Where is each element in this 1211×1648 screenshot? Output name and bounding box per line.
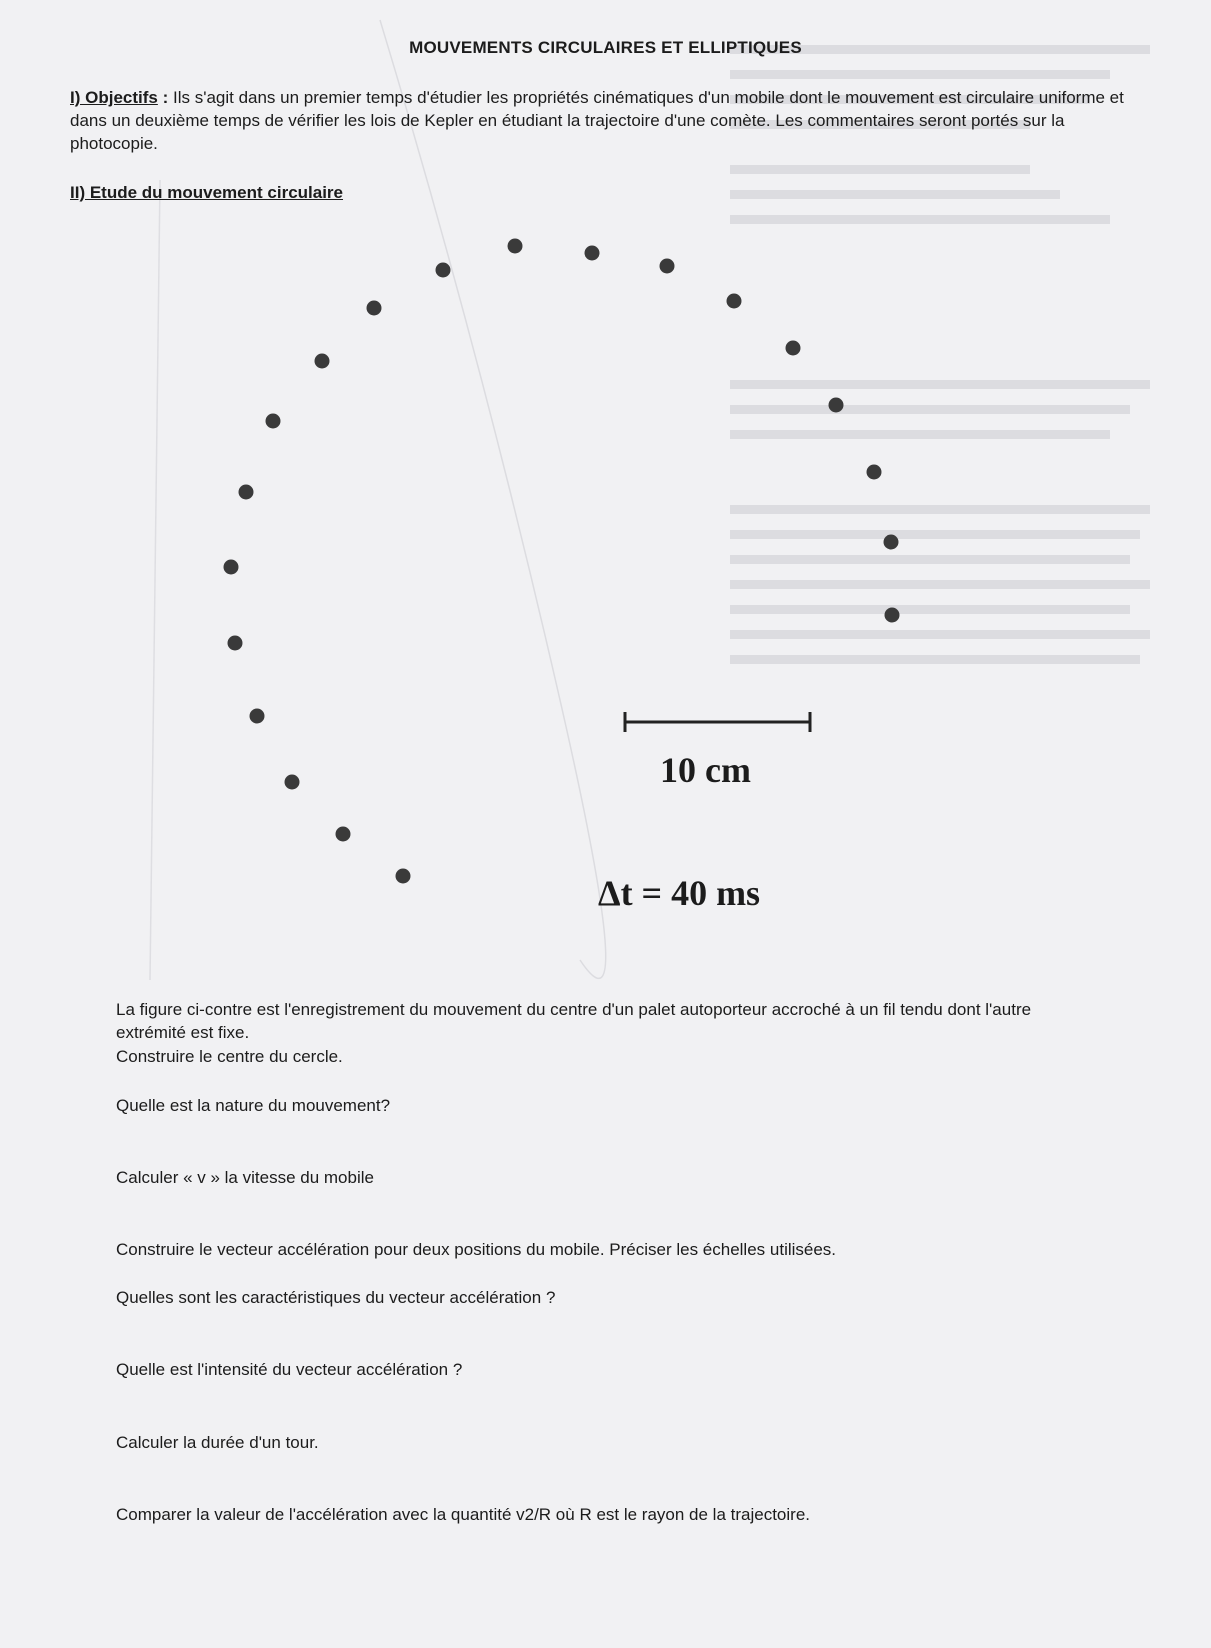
position-point: [829, 398, 844, 413]
position-point: [336, 827, 351, 842]
question-speed: Calculer « v » la vitesse du mobile: [116, 1168, 374, 1187]
position-point: [315, 354, 330, 369]
objectives-separator: :: [157, 88, 173, 107]
position-point: [727, 294, 742, 309]
time-interval-label: Δt = 40 ms: [598, 873, 761, 913]
position-point: [266, 414, 281, 429]
question-compare: Comparer la valeur de l'accélération avec la quantité v2/R où R est le rayon de la trajectoire.: [116, 1505, 810, 1524]
question-period: Calculer la durée d'un tour.: [116, 1433, 319, 1452]
position-point: [224, 560, 239, 575]
position-point: [660, 259, 675, 274]
position-point: [239, 485, 254, 500]
question-centre: Construire le centre du cercle.: [116, 1047, 343, 1066]
page-title: MOUVEMENTS CIRCULAIRES ET ELLIPTIQUES: [409, 38, 802, 57]
objectives-heading: I) Objectifs: [70, 88, 158, 107]
position-point: [396, 869, 411, 884]
position-point: [228, 636, 243, 651]
position-point: [867, 465, 882, 480]
position-point: [885, 608, 900, 623]
position-point: [285, 775, 300, 790]
question-intensity: Quelle est l'intensité du vecteur accélération ?: [116, 1360, 463, 1379]
question-nature: Quelle est la nature du mouvement?: [116, 1096, 391, 1115]
question-context: La figure ci-contre est l'enregistrement du mouvement du centre d'un palet autoporteur accroché à un fil tendu dont l'autre extrémité est fixe.: [116, 1000, 1032, 1042]
scale-bar: [625, 712, 810, 732]
position-point: [436, 263, 451, 278]
position-point: [884, 535, 899, 550]
position-point: [508, 239, 523, 254]
objectives-text: Ils s'agit dans un premier temps d'étudier les propriétés cinématiques d'un mobile dont le mouvement est circulaire uniforme et dans un deuxième temps de vérifier les lois de Kepler en étudiant la trajectoire d'une comète. Les commentaires seront portés sur la photocopie.: [70, 88, 1124, 153]
position-point: [367, 301, 382, 316]
position-point: [250, 709, 265, 724]
recorded-positions: [224, 239, 900, 884]
position-point: [786, 341, 801, 356]
question-characteristics: Quelles sont les caractéristiques du vecteur accélération ?: [116, 1288, 556, 1307]
question-acceleration-vector: Construire le vecteur accélération pour deux positions du mobile. Préciser les échelles utilisées.: [116, 1240, 837, 1259]
position-point: [585, 246, 600, 261]
section-heading-circular-motion: II) Etude du mouvement circulaire: [70, 183, 344, 202]
scale-label: 10 cm: [660, 750, 751, 790]
